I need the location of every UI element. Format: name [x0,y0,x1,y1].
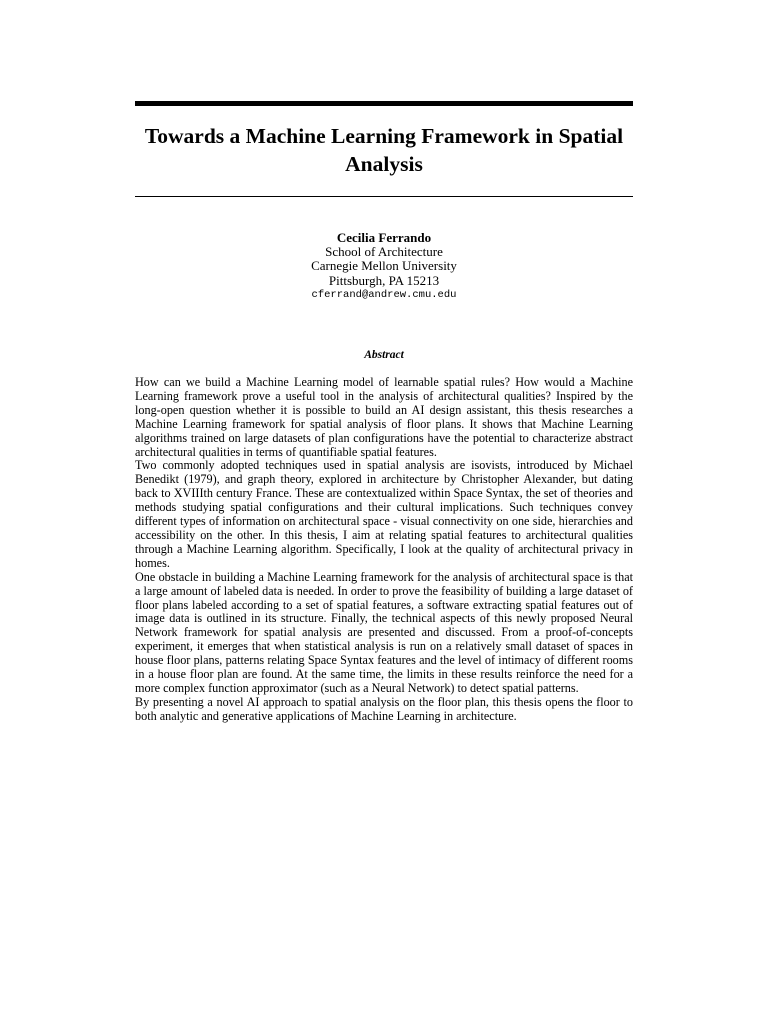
abstract-paragraph: Two commonly adopted techniques used in spatial analysis are isovists, introduced by Michael Benedikt (1979), and graph theory, explored in architecture by Christopher Alexander, but dating back to XVIIIth century France. These are contextualized within Space Syntax, the set of theories and methods studying spatial configurations and their cultural implications. Such techniques convey different types of information on architectural space - visual connectivity on one side, hierarchies and accessibility on the other. In this thesis, I aim at relating spatial features to architectural qualities through a Machine Learning algorithm. Specifically, I look at the quality of architectural privacy in homes. [135,458,633,570]
abstract-paragraph: By presenting a novel AI approach to spatial analysis on the floor plan, this thesis opens the floor to both analytic and generative applications of Machine Learning in architecture. [135,694,633,723]
author-email: cferrand@andrew.cmu.edu [311,288,457,301]
author-block [135,231,633,303]
abstract-heading: Abstract [364,349,404,361]
abstract-body [135,376,633,724]
abstract-paragraph: One obstacle in building a Machine Learning framework for the analysis of architectural space is that a large amount of labeled data is needed. In order to prove the feasibility of building a large dataset of floor plans labeled according to a set of spatial features, a software extracting spatial features out of image data is outlined in its structure. Finally, the technical aspects of this newly proposed Neural Network framework for spatial analysis are presented and discussed. From a proof-of-concepts experiment, it emerges that when statistical analysis is run on a relatively small dataset of spaces in house floor plans, patterns relating Space Syntax features and the level of intimacy of different rooms in a house floor plan are found. At the same time, the limits in these results reinforce the need for a more complex function approximator (such as a Neural Network) to detect spatial patterns. [135,569,633,695]
title-underline-rule [135,196,633,197]
author-department: School of Architecture [325,244,443,260]
paper-title: Towards a Machine Learning Framework in Spatial Analysis [144,124,624,176]
author-name: Cecilia Ferrando [336,230,432,245]
author-university: Carnegie Mellon University [311,258,457,274]
top-thick-rule [135,101,633,106]
author-location: Pittsburgh, PA 15213 [328,272,440,288]
abstract-paragraph: How can we build a Machine Learning model of learnable spatial rules? How would a Machine Learning framework prove a useful tool in the analysis of architectural qualities? Inspired by the long-open question whether it is possible to build an AI design assistant, this thesis researches a Machine Learning framework for spatial analysis of floor plans. It shows that Machine Learning algorithms trained on large datasets of plan configurations have the potential to characterize abstract architectural qualities in terms of quantifiable spatial features. [135,375,633,459]
